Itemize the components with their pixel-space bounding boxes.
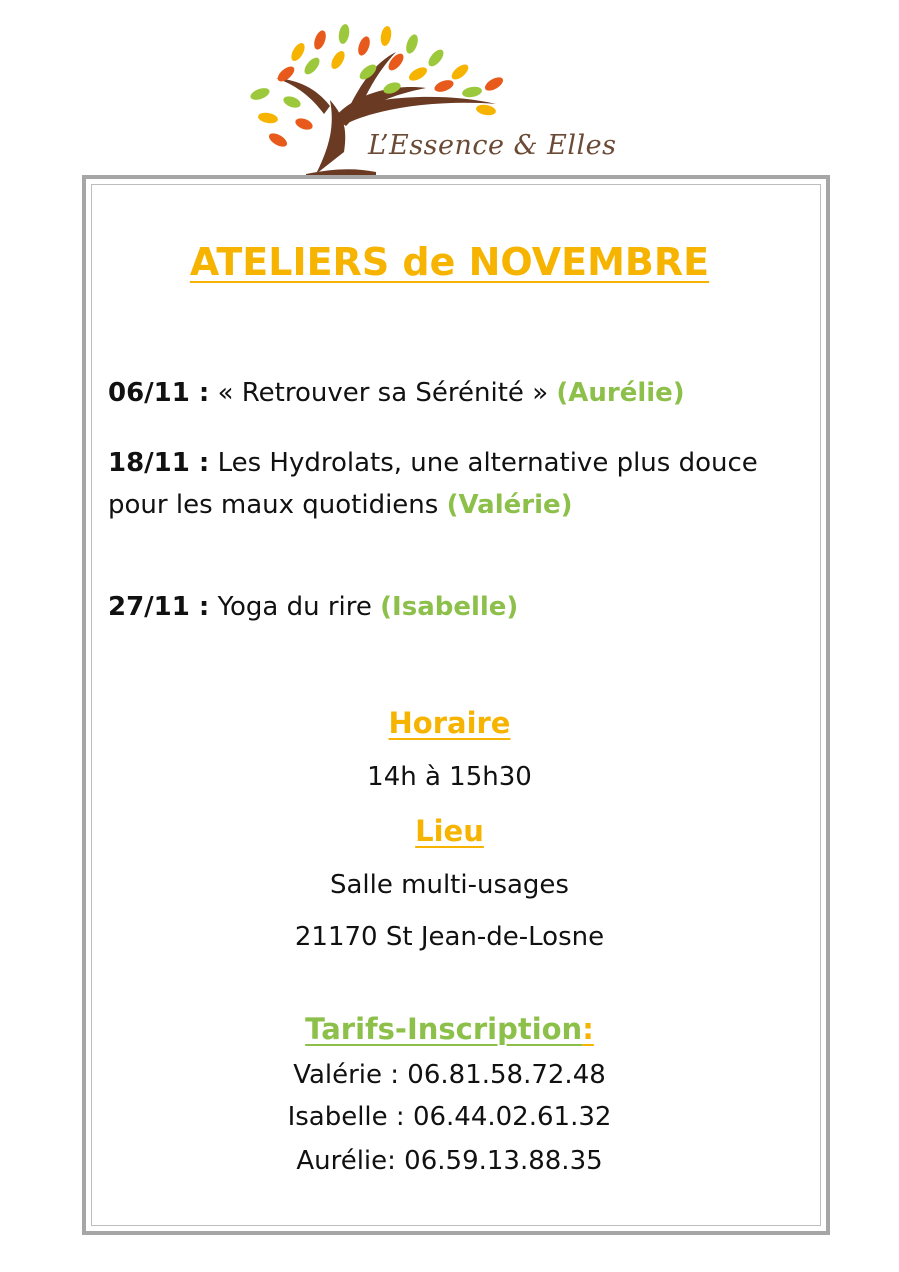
lieu-line2: 21170 St Jean-de-Losne [294, 922, 605, 952]
event-text-line2: pour les maux quotidiens [108, 490, 447, 520]
contact-valerie: Valérie : 06.81.58.72.48 [293, 1060, 606, 1090]
logo-text: L’Essence & Elles [368, 130, 617, 161]
lieu-heading: Lieu [415, 814, 484, 848]
event-1 [108, 372, 685, 414]
lieu-line1: Salle multi-usages [330, 870, 569, 900]
event-text: Yoga du rire [209, 592, 381, 622]
event-text: « Retrouver sa Sérénité » [209, 378, 557, 408]
event-text: Les Hydrolats, une alternative plus douce [209, 448, 758, 478]
event-date: 06/11 : [108, 378, 210, 408]
event-host: (Aurélie) [556, 378, 685, 408]
contact-isabelle: Isabelle : 06.44.02.61.32 [287, 1102, 612, 1132]
page-title: ATELIERS de NOVEMBRE [189, 240, 710, 284]
horaire-value: 14h à 15h30 [367, 762, 532, 792]
horaire-heading: Horaire [388, 706, 511, 740]
contact-aurelie: Aurélie: 06.59.13.88.35 [296, 1146, 603, 1176]
logo [246, 22, 626, 180]
tarifs-heading: Tarifs-Inscription: [305, 1012, 594, 1046]
event-2 [108, 442, 758, 526]
event-date: 27/11 : [108, 592, 210, 622]
event-host: (Isabelle) [380, 592, 519, 622]
event-3 [108, 586, 518, 628]
tarifs-colon: : [582, 1012, 594, 1046]
event-host: (Valérie) [446, 490, 573, 520]
event-date: 18/11 : [108, 448, 210, 478]
